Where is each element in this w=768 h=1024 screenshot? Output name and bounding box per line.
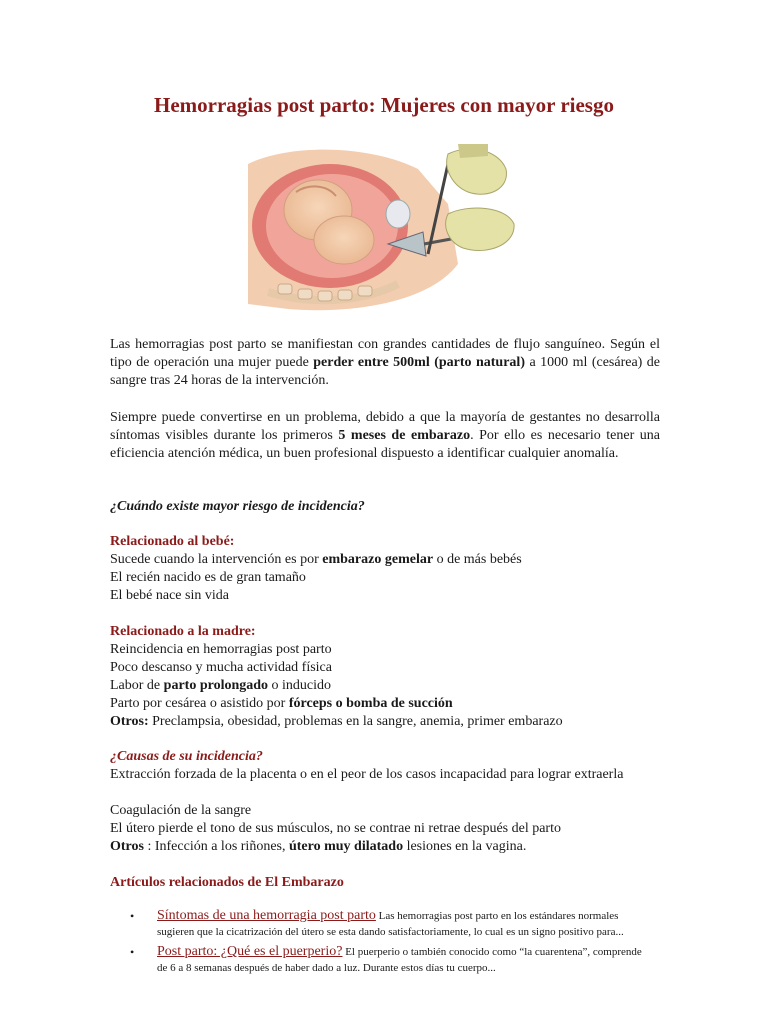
baby-item-1: Sucede cuando la intervención es por embarazo gemelar o de más bebés — [110, 552, 522, 567]
related-article-link[interactable]: Síntomas de una hemorragia post parto — [157, 908, 376, 923]
causes-item-4: Otros : Infección a los riñones, útero muy dilatado lesiones en la vagina. — [110, 839, 527, 854]
causes-item-1: Extracción forzada de la placenta o en el peor de los casos incapacidad para lograr extraerla — [110, 767, 624, 782]
mother-item-3: Labor de parto prolongado o inducido — [110, 678, 332, 693]
risk-question-heading: ¿Cuándo existe mayor riesgo de incidencia? — [110, 499, 365, 514]
related-articles-list — [130, 908, 650, 980]
causes-item-2: Coagulación de la sangre — [110, 803, 252, 818]
bullet-icon: • — [130, 945, 135, 959]
related-article-item — [130, 908, 650, 940]
related-article-item — [130, 944, 650, 976]
causes-item-3: El útero pierde el tono de sus músculos, no se contrae ni retrae después del parto — [110, 821, 561, 836]
related-article-description: El puerperio o también conocido como “la cuarentena”, comprende de 6 a 8 semanas después de haber dado a luz. Durante estos días tu cuerpo... — [157, 946, 642, 974]
intro-paragraph-2: Siempre puede convertirse en un problema, debido a que la mayoría de gestantes no desarrolla síntomas visibles durante los primeros 5 meses de embarazo. Por ello es necesario tener una eficiencia atención médica, un buen profesional dispuesto a identificar cualquier anomalía. — [110, 410, 660, 461]
baby-item-3: El bebé nace sin vida — [110, 588, 229, 603]
baby-item-2: El recién nacido es de gran tamaño — [110, 570, 306, 585]
intro-paragraph-1: Las hemorragias post parto se manifiestan con grandes cantidades de flujo sanguíneo. Según el tipo de operación una mujer puede perder entre 500ml (parto natural) a 1000 ml (cesárea) de sangre tras 24 horas de la intervención. — [110, 337, 660, 388]
related-article-description: Las hemorragias post parto en los estándares normales sugieren que la cicatrización del útero se esta dando satisfactoriamente, lo cual es un signo positivo para... — [157, 910, 624, 938]
bullet-icon: • — [130, 909, 135, 923]
vacuum-delivery-illustration — [248, 144, 516, 318]
mother-item-1: Reincidencia en hemorragias post parto — [110, 642, 332, 657]
mother-item-4: Parto por cesárea o asistido por fórceps o bomba de succión — [110, 696, 453, 711]
related-articles-heading: Artículos relacionados de El Embarazo — [110, 875, 344, 890]
page-title: Hemorragias post parto: Mujeres con mayor riesgo — [154, 93, 614, 117]
mother-item-2: Poco descanso y mucha actividad física — [110, 660, 332, 675]
causes-heading: ¿Causas de su incidencia? — [110, 749, 263, 764]
mother-item-5: Otros: Preclampsia, obesidad, problemas en la sangre, anemia, primer embarazo — [110, 714, 563, 729]
related-article-link[interactable]: Post parto: ¿Qué es el puerperio? — [157, 944, 343, 959]
mother-section-heading: Relacionado a la madre: — [110, 624, 256, 639]
baby-section-heading: Relacionado al bebé: — [110, 534, 235, 549]
